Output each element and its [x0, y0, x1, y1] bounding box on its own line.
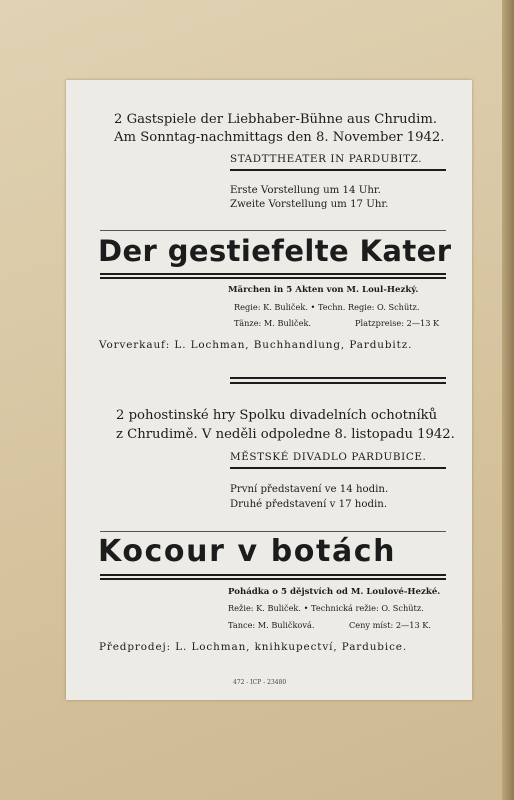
title-top-rule [100, 230, 446, 231]
german-intro-line2: Am Sonntag-nachmittags den 8. November 1942. [114, 130, 445, 145]
czech-time-2: Druhé představení v 17 hodin. [230, 499, 388, 510]
czech-title: Kocour v botách [98, 534, 397, 569]
venue-underline [230, 169, 446, 171]
czech-prices: Ceny míst: 2—13 K. [349, 620, 431, 630]
german-subtitle: Märchen in 5 Akten von M. Loul-Hezký. [228, 285, 419, 295]
german-venue: STADTTHEATER IN PARDUBITZ. [230, 153, 423, 165]
czech-credit-direction: Režie: K. Buliček. • Technická režie: O. Schütz. [228, 603, 424, 613]
separator-rule-1 [230, 377, 446, 379]
german-credit-direction: Regie: K. Buliček. • Techn. Regie: O. Schütz. [234, 302, 420, 312]
czech-subtitle: Pohádka o 5 dějstvích od M. Loulové-Hezké. [228, 587, 441, 597]
czech-intro-line2: z Chrudimě. V neděli odpoledne 8. listopadu 1942. [116, 427, 455, 442]
czech-time-1: První představení ve 14 hodin. [230, 484, 389, 495]
german-intro-line1: 2 Gastspiele der Liebhaber-Bühne aus Chrudim. [114, 112, 438, 127]
german-time-1: Erste Vorstellung um 14 Uhr. [230, 185, 381, 196]
german-credit-dance: Tänze: M. Buliček. [234, 318, 312, 328]
czech-intro-line1: 2 pohostinské hry Spolku divadelních ochotníků [116, 408, 438, 423]
printer-imprint: 472 - ICP - 23480 [233, 679, 287, 686]
german-title: Der gestiefelte Kater [98, 234, 452, 268]
czech-title-top-rule [100, 531, 446, 532]
german-presale: Vorverkauf: L. Lochman, Buchhandlung, Pardubitz. [99, 339, 413, 351]
czech-venue: MĚSTSKÉ DIVADLO PARDUBICE. [230, 451, 427, 463]
german-prices: Platzpreise: 2—13 K [355, 318, 440, 328]
theatre-poster [66, 80, 472, 700]
page-edge [502, 0, 514, 800]
czech-venue-underline [230, 467, 446, 469]
czech-title-rule-2 [100, 578, 446, 580]
separator-rule-2 [230, 382, 446, 384]
german-time-2: Zweite Vorstellung um 17 Uhr. [230, 199, 389, 210]
title-rule-1 [100, 273, 446, 275]
czech-presale: Předprodej: L. Lochman, knihkupectví, Pardubice. [99, 641, 408, 653]
title-rule-2 [100, 277, 446, 279]
czech-credit-dance: Tance: M. Buličková. [228, 620, 315, 630]
czech-title-rule-1 [100, 574, 446, 576]
